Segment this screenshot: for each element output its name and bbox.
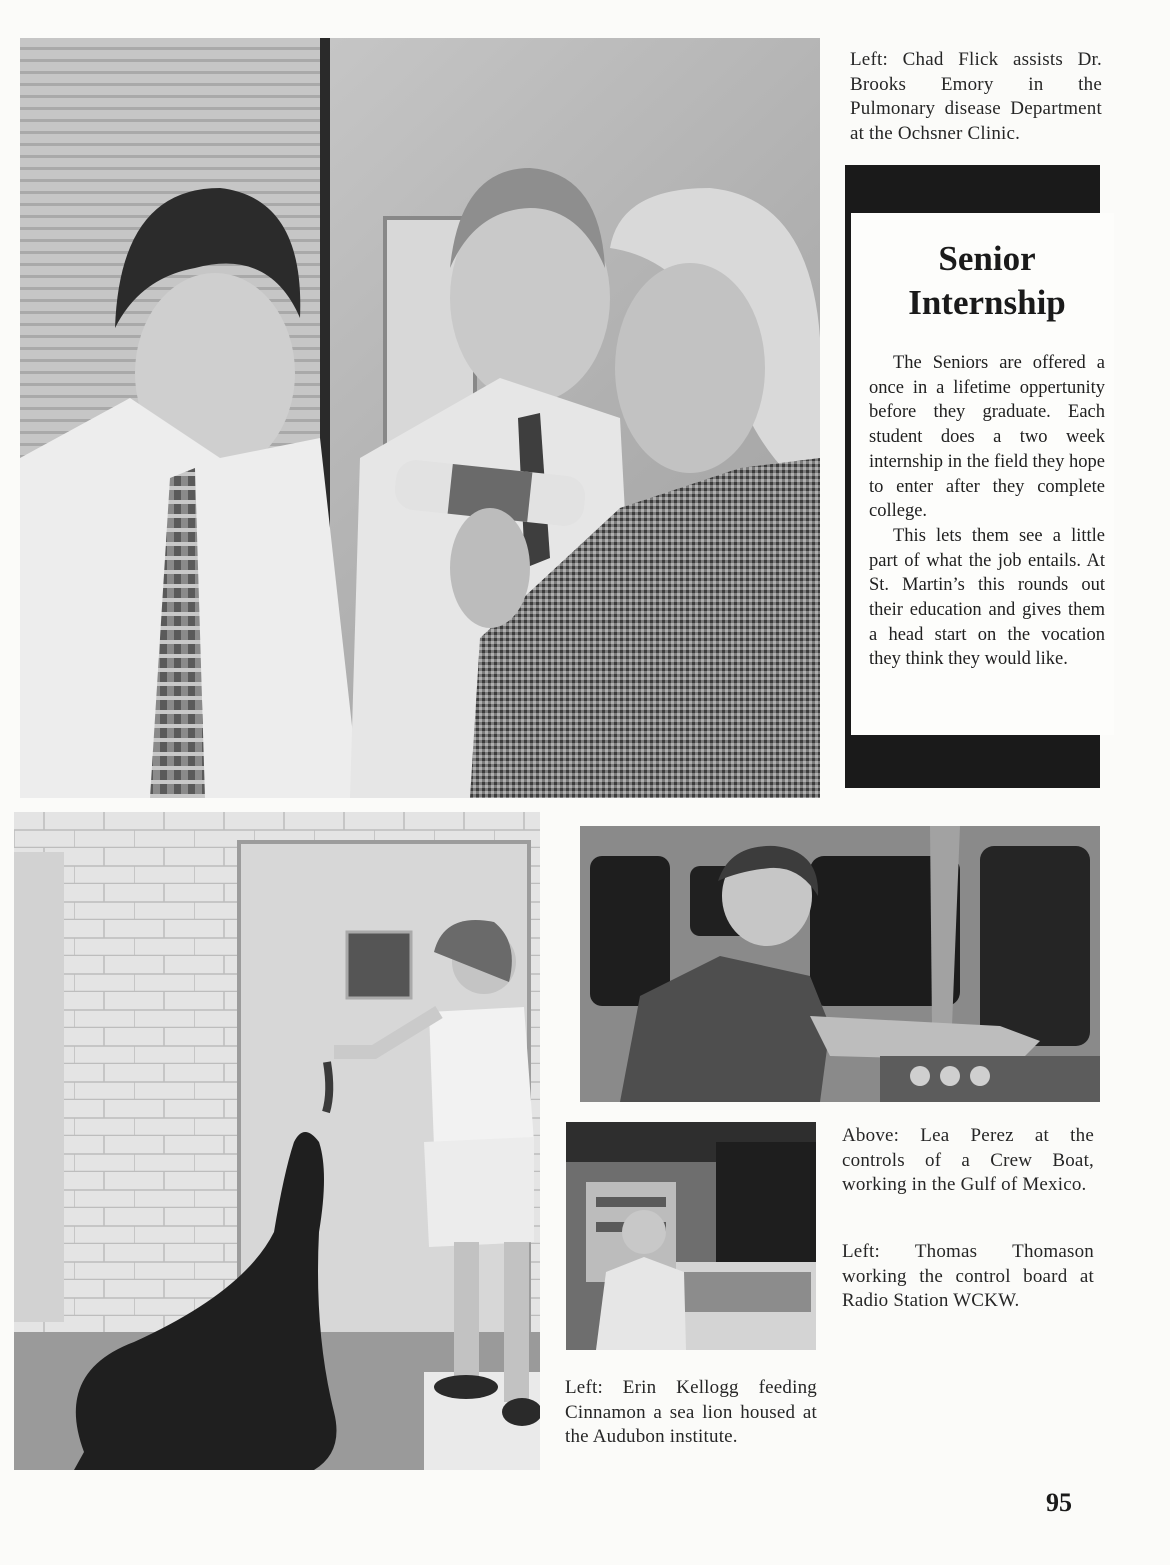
photo-clinic — [20, 38, 820, 798]
caption-sea-lion: Left: Erin Kellogg feeding Cinnamon a sea lion housed at the Audubon institute. — [565, 1377, 817, 1447]
sidebar-title-line1: Senior — [938, 239, 1036, 278]
page-number: 95 — [1046, 1488, 1072, 1517]
sidebar-title — [869, 237, 1105, 325]
sidebar-title-line2: Internship — [908, 283, 1066, 322]
photo-radio-station — [566, 1122, 816, 1350]
caption-crew-boat: Above: Lea Perez at the controls of a Crew Boat, working in the Gulf of Mexico. — [842, 1125, 1094, 1195]
sidebar-paragraph-2: This lets them see a little part of what the job entails. At St. Martin’s this rounds out their education and gives them a head start on the vocation they think they would like. — [869, 525, 1105, 670]
caption-radio-station: Left: Thomas Thomason working the control board at Radio Station WCKW. — [842, 1241, 1094, 1311]
sidebar-paragraph-1: The Seniors are offered a once in a lifetime oppertunity before they graduate. Each student does a two week internship in the field they hope to enter after they complete college. — [869, 353, 1105, 522]
sidebar-text-box — [851, 213, 1114, 735]
senior-internship-sidebar — [845, 165, 1105, 788]
photo-crew-boat — [580, 826, 1100, 1102]
caption-clinic: Left: Chad Flick assists Dr. Brooks Emory in the Pulmonary disease Department at the Ochsner Clinic. — [850, 49, 1102, 144]
photo-sea-lion — [14, 812, 540, 1470]
